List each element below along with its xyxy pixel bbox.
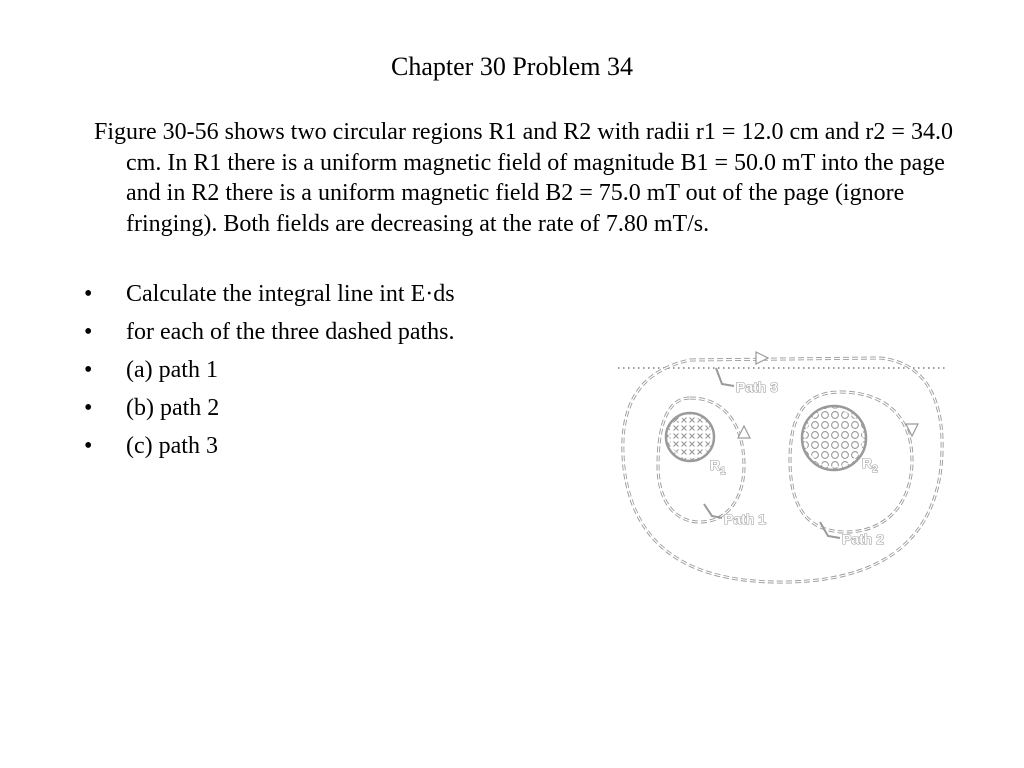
question-item xyxy=(84,313,455,351)
slide-title: Chapter 30 Problem 34 xyxy=(391,52,633,81)
path-3-arrow-icon xyxy=(756,352,768,364)
question-item xyxy=(84,389,455,427)
bullet-marker: • xyxy=(84,319,93,345)
region-r1 xyxy=(666,413,714,461)
question-item xyxy=(84,427,455,465)
path-3-label: Path 3 xyxy=(736,379,779,395)
path-3-leader xyxy=(716,368,734,386)
problem-statement: Figure 30-56 shows two circular regions R1 and R2 with radii r1 = 12.0 cm and r2 = 34.0 cm. In R1 there is a uniform magnetic field of magnitude B1 = 50.0 mT into the page and in R2 there is a uniform magnetic field B2 = 75.0 mT out of the page (ignore fringing). Both fields are decreasing at the rate of 7.80 mT/s. xyxy=(94,119,953,237)
question-text: (b) path 2 xyxy=(126,395,220,421)
region-r2 xyxy=(802,406,866,470)
question-list xyxy=(84,275,455,465)
bullet-marker: • xyxy=(84,395,93,421)
path-2-label: Path 2 xyxy=(842,531,885,547)
path-3-loop-inner xyxy=(623,358,942,582)
question-text: (a) path 1 xyxy=(126,357,218,383)
question-item xyxy=(84,275,455,313)
region-r1-label: $R_1$ xyxy=(710,457,726,477)
question-text: (c) path 3 xyxy=(126,433,218,459)
figure-30-56 xyxy=(612,350,952,590)
bullet-marker: • xyxy=(84,433,93,459)
path-1-label: Path 1 xyxy=(724,511,767,527)
question-text: for each of the three dashed paths. xyxy=(126,319,455,345)
bullet-marker: • xyxy=(84,357,93,383)
question-item xyxy=(84,351,455,389)
path-3-loop xyxy=(623,358,942,582)
question-text: Calculate the integral line int E·ds xyxy=(126,281,455,307)
bullet-marker: • xyxy=(84,281,93,307)
region-r2-label: $R_2$ xyxy=(862,455,878,475)
